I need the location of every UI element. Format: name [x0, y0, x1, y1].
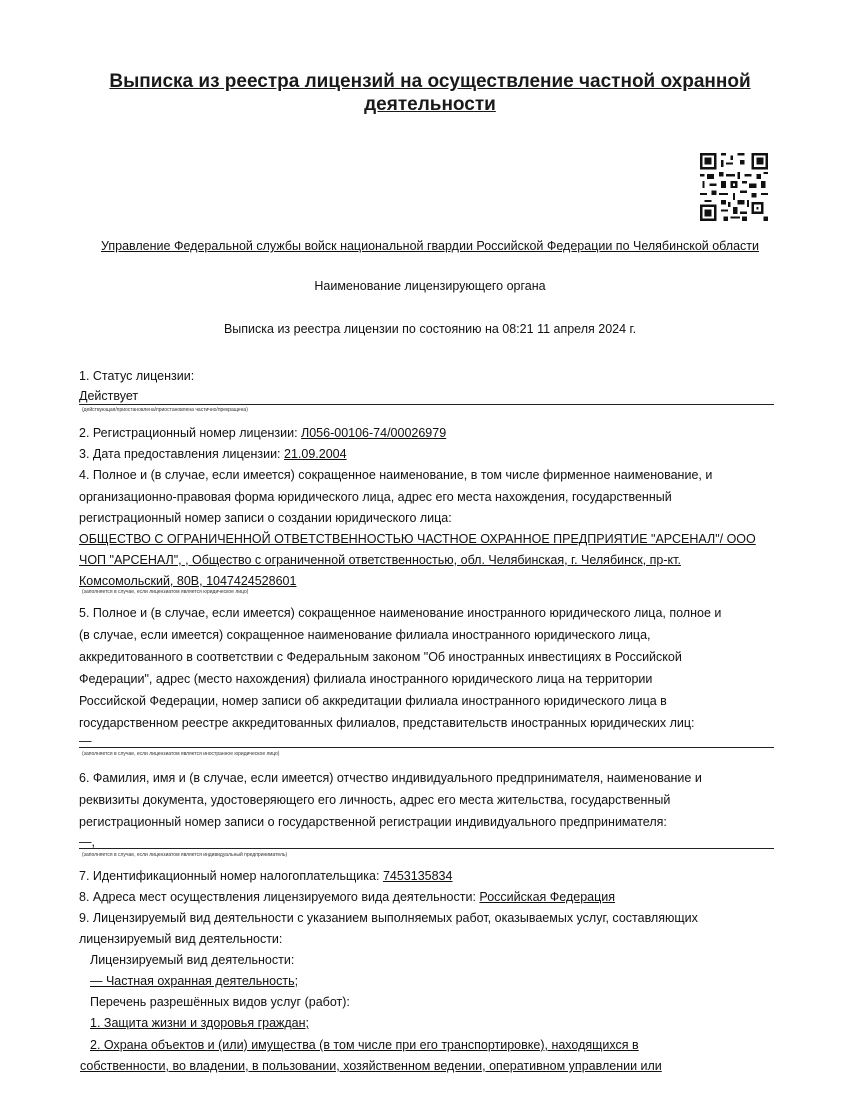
- s6-hint: (заполняется в случае, если лицензиатом является индивидуальный предприниматель): [82, 852, 288, 858]
- s5-hint: (заполняется в случае, если лицензиатом является иностранное юридическое лицо): [82, 751, 280, 757]
- s6-text1: 6. Фамилия, имя и (в случае, если имеется) отчество индивидуального предпринимателя, наименование и: [79, 771, 702, 785]
- s2-label: 2. Регистрационный номер лицензии:: [79, 426, 298, 440]
- s6-text3: регистрационный номер записи о государственной регистрации индивидуального предпринимателя:: [79, 815, 667, 829]
- s4-value1: ОБЩЕСТВО С ОГРАНИЧЕННОЙ ОТВЕТСТВЕННОСТЬЮ ЧАСТНОЕ ОХРАННОЕ ПРЕДПРИЯТИЕ "АРСЕНАЛ"/ ООО: [79, 532, 756, 546]
- s5-text6: государственном реестре аккредитованных филиалов, представительств иностранных юридических лиц:: [79, 716, 695, 730]
- s8-line: [79, 889, 615, 905]
- s6-value: —,: [79, 835, 95, 849]
- s7-label: 7. Идентификационный номер налогоплательщика:: [79, 869, 380, 883]
- s1-value: Действует: [79, 389, 139, 403]
- s9-text1: 9. Лицензируемый вид деятельности с указанием выполняемых работ, оказываемых услуг, составляющих: [79, 911, 698, 925]
- s1-label: 1. Статус лицензии:: [79, 369, 195, 383]
- s3-value: 21.09.2004: [284, 447, 347, 461]
- s4-text1: 4. Полное и (в случае, если имеется) сокращенное наименование, в том числе фирменное наименование, и: [79, 468, 713, 482]
- s7-line: [79, 868, 452, 884]
- s3-line: [79, 446, 347, 462]
- s9-activity-value: — Частная охранная деятельность;: [90, 974, 299, 988]
- s6-rule: [79, 848, 774, 849]
- s9-service-2b: собственности, во владении, в пользовании, хозяйственном ведении, оперативном управлении или: [80, 1059, 662, 1073]
- s5-value: —: [79, 734, 92, 748]
- s5-text2: (в случае, если имеется) сокращенное наименование филиала иностранного юридического лица,: [79, 628, 651, 642]
- s9-service-1: 1. Защита жизни и здоровья граждан;: [90, 1016, 310, 1030]
- s4-value2: ЧОП "АРСЕНАЛ", , Общество с ограниченной ответственностью, обл. Челябинская, г. Челябинск, пр-кт.: [79, 553, 681, 567]
- s2-line: [79, 425, 446, 441]
- document-title: Выписка из реестра лицензий на осуществление частной охранной деятельности: [109, 71, 751, 115]
- s5-text4: Федерации", адрес (место нахождения) филиала иностранного юридического лица на территории: [79, 672, 653, 686]
- s4-text3: регистрационный номер записи о создании юридического лица:: [79, 511, 452, 525]
- licensing-authority-name: Управление Федеральной службы войск национальной гвардии Российской Федерации по Челябинской области: [100, 239, 759, 253]
- s8-value: Российская Федерация: [479, 890, 616, 904]
- licensing-authority-caption: Наименование лицензирующего органа: [314, 279, 546, 293]
- s1-rule: [79, 404, 774, 405]
- s9-activity-label: Лицензируемый вид деятельности:: [90, 953, 295, 967]
- s9-text2: лицензируемый вид деятельности:: [79, 932, 283, 946]
- s5-text1: 5. Полное и (в случае, если имеется) сокращенное наименование иностранного юридического лица, полное и: [79, 606, 722, 620]
- s3-label: 3. Дата предоставления лицензии:: [79, 447, 281, 461]
- s5-rule: [79, 747, 774, 748]
- s4-text2: организационно-правовая форма юридического лица, адрес его места нахождения, государственный: [79, 490, 672, 504]
- s9-service-2a: 2. Охрана объектов и (или) имущества (в том числе при его транспортировке), находящихся в: [90, 1038, 639, 1052]
- s9-services-label: Перечень разрешённых видов услуг (работ):: [90, 995, 350, 1009]
- s5-text3: аккредитованного в соответствии с Федеральным законом "Об иностранных инвестициях в Российской: [79, 650, 682, 664]
- s7-value: 7453135834: [382, 869, 453, 883]
- s6-text2: реквизиты документа, удостоверяющего его личность, адрес его места жительства, государственный: [79, 793, 671, 807]
- qr-code-icon: [700, 153, 768, 221]
- s4-hint: (заполняется в случае, если лицензиатом является юридическое лицо): [82, 589, 249, 595]
- extract-date: Выписка из реестра лицензии по состоянию на 08:21 11 апреля 2024 г.: [223, 322, 637, 336]
- s8-label: 8. Адреса мест осуществления лицензируемого вида деятельности:: [79, 890, 476, 904]
- s4-value3: Комсомольский, 80В, 1047424528601: [79, 574, 297, 588]
- s5-text5: Российской Федерации, номер записи об аккредитации филиала иностранного юридического лица в: [79, 694, 667, 708]
- s2-value: Л056-00106-74/00026979: [301, 426, 447, 440]
- s1-hint: (действующая/приостановлена/приостановлена частично/прекращена): [82, 407, 248, 413]
